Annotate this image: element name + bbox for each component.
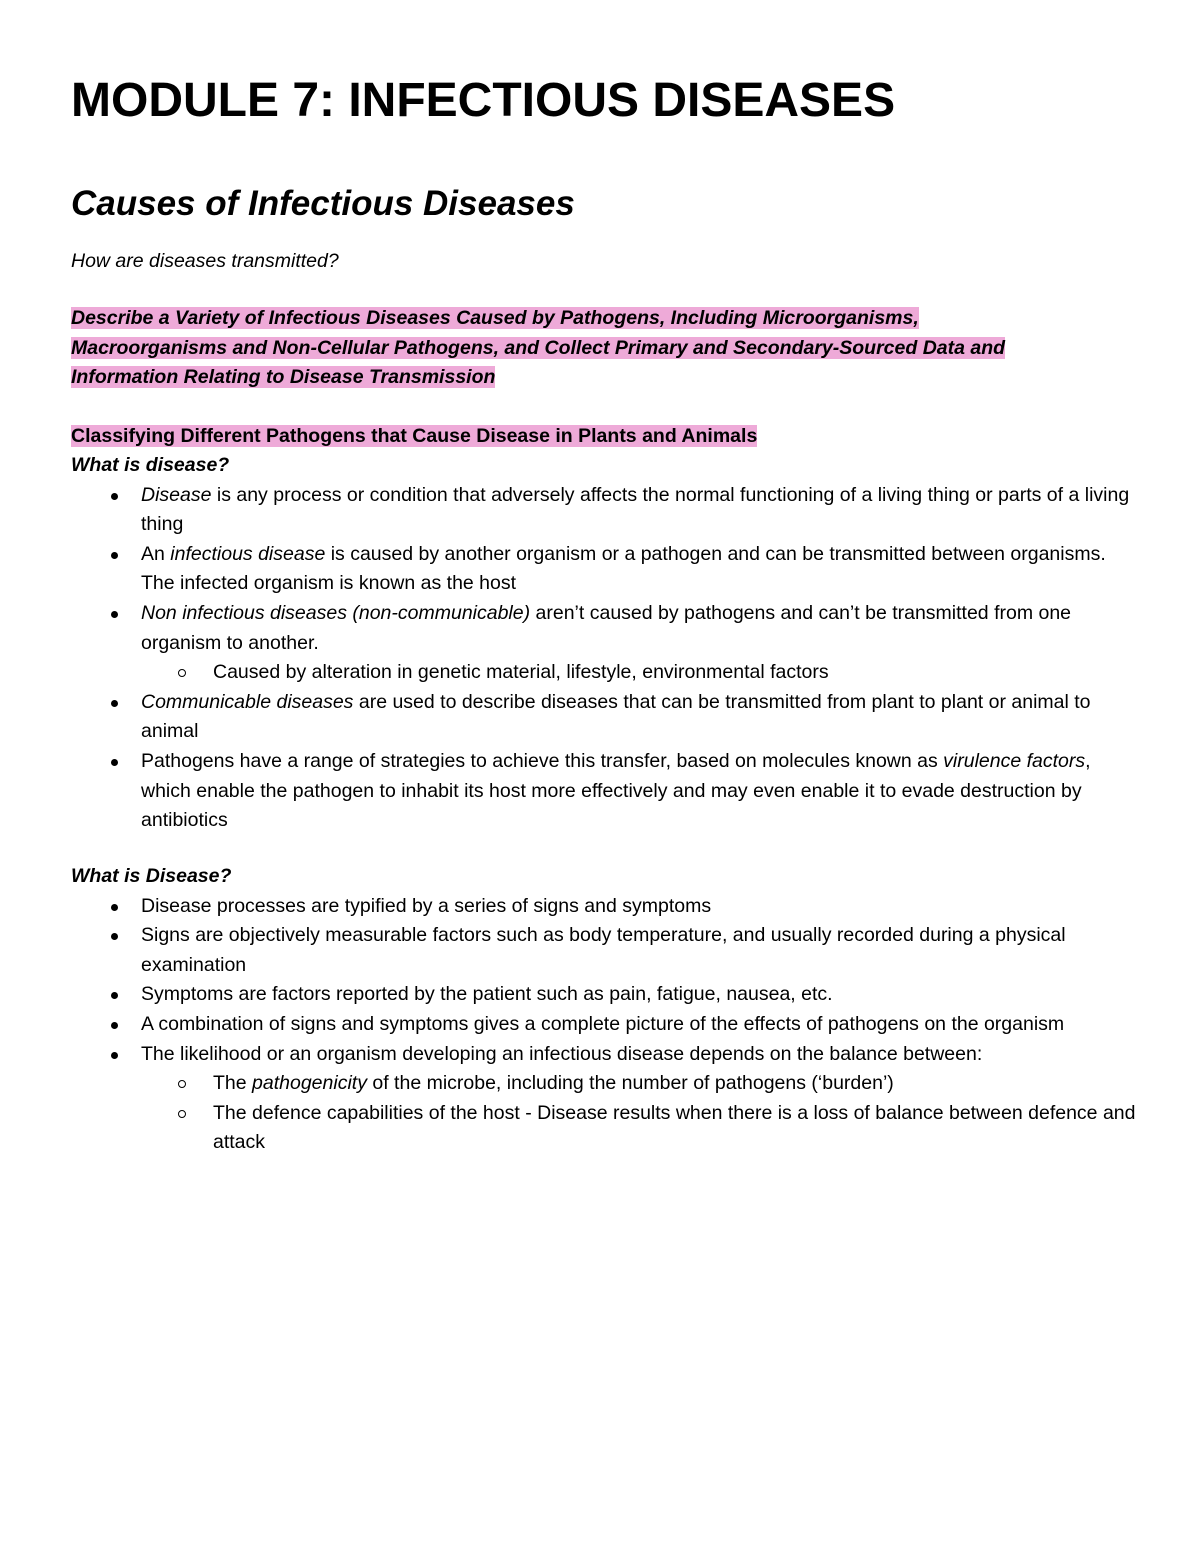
sub-list-item (71, 1069, 1141, 1099)
term-pathogenicity: pathogenicity (252, 1072, 367, 1095)
term-infectious-disease: infectious disease (170, 542, 326, 565)
classifying-heading (71, 422, 757, 451)
inquiry-line-2: Macroorganisms and Non-Cellular Pathogens, and Collect Primary and Secondary-Sourced Data and (71, 336, 1006, 359)
list-item (71, 980, 1141, 1010)
list-item (71, 1040, 1141, 1158)
sub-list-item-text: Caused by alteration in genetic material, lifestyle, environmental factors (213, 661, 829, 684)
sub-bullet-icon (178, 669, 186, 677)
what-is-disease-heading-2: What is Disease? (71, 865, 232, 887)
guiding-question: How are diseases transmitted? (71, 250, 339, 272)
list-item (71, 481, 1141, 540)
what-is-disease-heading: What is disease? (71, 454, 230, 476)
list-item-text: A combination of signs and symptoms gives a complete picture of the effects of pathogens on the organism (141, 1012, 1065, 1035)
list-item (71, 892, 1141, 922)
sub-list-item-prefix: The (213, 1072, 253, 1095)
inquiry-line-1: Describe a Variety of Infectious Diseases Caused by Pathogens, Including Microorganisms, (71, 307, 919, 329)
what-is-disease-section (71, 451, 1141, 836)
sub-list (141, 1069, 1141, 1158)
list-item (71, 747, 1141, 836)
term-disease: Disease (141, 483, 212, 506)
sub-list-item-text: of the microbe, including the number of pathogens (‘burden’) (366, 1072, 894, 1095)
sub-list-item-content (213, 1069, 1141, 1099)
bullet-icon (111, 552, 118, 559)
sub-bullet-icon (178, 1080, 186, 1088)
sub-bullet-icon (178, 1110, 186, 1118)
term-virulence-factors: virulence factors (943, 749, 1086, 772)
list-item (71, 1010, 1141, 1040)
term-non-infectious: Non infectious diseases (non-communicable) (141, 601, 531, 624)
list-item-text: The likelihood or an organism developing an infectious disease depends on the balance between: (141, 1042, 983, 1065)
list-item (71, 688, 1141, 747)
list-item-text: Symptoms are factors reported by the patient such as pain, fatigue, nausea, etc. (141, 983, 833, 1006)
signs-symptoms-list (71, 892, 1141, 1158)
list-item-text: is any process or condition that adversely affects the normal functioning of a living thing or parts of a living thing (141, 483, 1130, 536)
bullet-icon (111, 611, 118, 618)
list-item-text: , which enable the pathogen to inhabit its host more effectively and may even enable it to evade destruction by antibiotics (141, 749, 1091, 832)
inquiry-line-3: Information Relating to Disease Transmission (71, 366, 496, 389)
list-item-text: is caused by another organism or a pathogen and can be transmitted between organisms. The infected organism is known as the host (141, 542, 1106, 595)
bullet-icon (111, 992, 118, 999)
list-item-prefix: An (141, 542, 171, 565)
sub-list-item (71, 1099, 1141, 1158)
list-item-text: Disease processes are typified by a series of signs and symptoms (141, 894, 712, 917)
bullet-icon (111, 933, 118, 940)
sub-list (141, 658, 1141, 688)
signs-symptoms-section (71, 862, 1141, 1158)
bullet-icon (111, 493, 118, 500)
inquiry-statement (71, 304, 1131, 393)
bullet-icon (111, 700, 118, 707)
section-subtitle: Causes of Infectious Diseases (71, 184, 575, 223)
list-item (71, 921, 1141, 980)
list-item (71, 599, 1141, 688)
bullet-icon (111, 1052, 118, 1059)
list-item-prefix: Pathogens have a range of strategies to achieve this transfer, based on molecules known as (141, 749, 944, 772)
module-title: MODULE 7: INFECTIOUS DISEASES (71, 74, 896, 127)
bullet-icon (111, 759, 118, 766)
term-communicable: Communicable diseases (141, 690, 354, 713)
list-item-text: Signs are objectively measurable factors such as body temperature, and usually recorded during a physical examination (141, 924, 1066, 976)
bullet-icon (111, 904, 118, 911)
classifying-heading-text: Classifying Different Pathogens that Cause Disease in Plants and Animals (71, 425, 758, 447)
bullet-icon (111, 1022, 118, 1029)
disease-definition-list (71, 481, 1141, 836)
list-item-text: are used to describe diseases that can be transmitted from plant to plant or animal to animal (141, 690, 1091, 743)
list-item (71, 540, 1141, 599)
list-item-text: aren’t caused by pathogens and can’t be transmitted from one organism to another. (141, 601, 1072, 654)
sub-list-item-text: The defence capabilities of the host - Disease results when there is a loss of balance between defence and attack (213, 1101, 1136, 1154)
sub-list-item (71, 658, 1141, 688)
